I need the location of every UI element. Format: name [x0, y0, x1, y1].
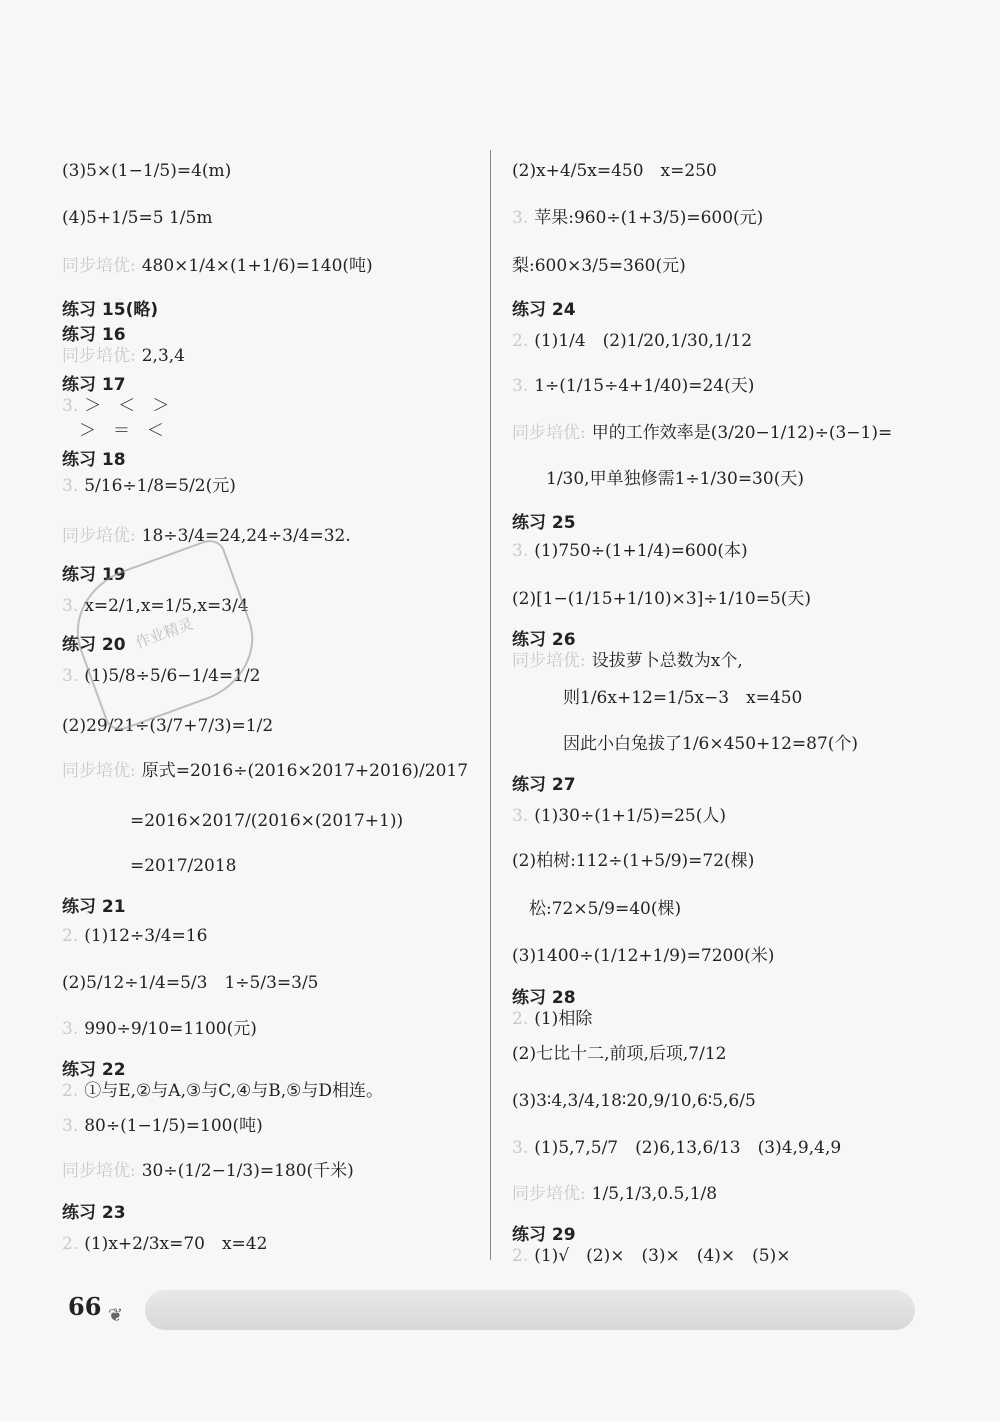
answer-text: (1)12÷3/4=16	[84, 926, 208, 946]
answer-text: 梨:600×3/5=360(元)	[512, 256, 686, 276]
answer-text: 练习 19	[62, 565, 126, 585]
answer-text: 1÷(1/15÷4+1/40)=24(天)	[534, 376, 755, 396]
answer-line	[512, 255, 686, 277]
exercise-heading	[512, 983, 576, 1008]
answer-text: (1)30÷(1+1/5)=25(人)	[534, 806, 727, 826]
answer-line	[62, 1080, 383, 1102]
answer-text: 练习 22	[62, 1060, 126, 1080]
item-prefix: 3.	[512, 541, 529, 561]
item-prefix: 3.	[62, 596, 79, 616]
answer-text: 480×1/4×(1+1/6)=140(吨)	[141, 256, 373, 276]
item-prefix: 同步培优:	[512, 423, 586, 443]
answer-text: 练习 20	[62, 635, 126, 655]
answer-line	[62, 760, 468, 782]
page-number: 66	[68, 1292, 102, 1321]
answer-line	[512, 1008, 592, 1030]
item-prefix: 同步培优:	[62, 526, 136, 546]
answer-line	[512, 1137, 841, 1159]
answer-text: 练习 28	[512, 988, 576, 1008]
answer-text: 甲的工作效率是(3/20−1/12)÷(3−1)=	[591, 423, 893, 443]
item-prefix: 2.	[512, 331, 529, 351]
answer-text: 练习 24	[512, 300, 576, 320]
answer-text: x=2/1,x=1/5,x=3/4	[84, 596, 249, 616]
answer-line	[512, 945, 774, 967]
answer-text: (1)5,7,5/7 (2)6,13,6/13 (3)4,9,4,9	[534, 1138, 842, 1158]
item-prefix: 同步培优:	[62, 346, 136, 366]
answer-line	[512, 850, 754, 872]
answer-line	[62, 160, 231, 182]
answer-text: (1)1/4 (2)1/20,1/30,1/12	[534, 331, 753, 351]
answer-text: (4)5+1/5=5 1/5m	[62, 208, 213, 228]
item-prefix: 同步培优:	[512, 1184, 586, 1204]
item-prefix: 3.	[62, 1116, 79, 1136]
answer-line	[512, 588, 811, 610]
answer-text: ＞ ＜ ＞	[84, 396, 170, 416]
answer-text: 松:72×5/9=40(棵)	[512, 899, 682, 919]
item-prefix: 3.	[62, 396, 79, 416]
answer-text: 1/5,1/3,0.5,1/8	[591, 1184, 718, 1204]
answer-text: (1)750÷(1+1/4)=600(本)	[534, 541, 748, 561]
answer-line	[512, 650, 743, 672]
answer-line	[62, 255, 373, 277]
item-prefix: 同步培优:	[62, 256, 136, 276]
answer-text: =2016×2017/(2016×(2017+1))	[62, 811, 404, 831]
answer-text: 练习 27	[512, 775, 576, 795]
item-prefix: 2.	[512, 1009, 529, 1029]
item-prefix: 3.	[512, 806, 529, 826]
answer-line	[512, 1245, 790, 1267]
answer-line	[62, 1115, 263, 1137]
answer-text: 5/16÷1/8=5/2(元)	[84, 476, 236, 496]
item-prefix: 3.	[512, 1138, 529, 1158]
answer-text: 30÷(1/2−1/3)=180(千米)	[141, 1161, 354, 1181]
answer-line	[512, 540, 748, 562]
answer-text: 练习 21	[62, 897, 126, 917]
item-prefix: 2.	[62, 1081, 79, 1101]
answer-text: 80÷(1−1/5)=100(吨)	[84, 1116, 263, 1136]
item-prefix: 3.	[62, 1019, 79, 1039]
answer-text: (1)x+2/3x=70 x=42	[84, 1234, 268, 1254]
answer-text: (2)[1−(1/15+1/10)×3]÷1/10=5(天)	[512, 589, 812, 609]
exercise-heading	[62, 1055, 126, 1080]
answer-line	[62, 345, 185, 367]
answer-text: 苹果:960÷(1+3/5)=600(元)	[534, 208, 764, 228]
answer-text: 练习 17	[62, 375, 126, 395]
answer-line	[62, 420, 164, 442]
exercise-heading	[512, 1220, 576, 1245]
answer-line	[62, 1018, 257, 1040]
answer-line	[512, 375, 754, 397]
item-prefix: 3.	[62, 666, 79, 686]
answer-text: 因此小白兔拔了1/6×450+12=87(个)	[512, 734, 859, 754]
exercise-heading	[62, 320, 126, 345]
answer-text: 练习 18	[62, 450, 126, 470]
answer-text: (3)1400÷(1/12+1/9)=7200(米)	[512, 946, 775, 966]
answer-text: 设拔萝卜总数为x个,	[591, 651, 743, 671]
answer-text: 18÷3/4=24,24÷3/4=32.	[141, 526, 351, 546]
answer-line	[512, 160, 717, 182]
exercise-heading	[512, 770, 576, 795]
exercise-heading	[62, 370, 126, 395]
answer-line	[512, 207, 763, 229]
exercise-heading	[512, 295, 576, 320]
leaf-icon: ❦	[108, 1305, 124, 1326]
answer-line	[512, 898, 681, 920]
answer-text: 练习 16	[62, 325, 126, 345]
answer-text: (2)七比十二,前项,后项,7/12	[512, 1044, 727, 1064]
answer-line	[62, 395, 169, 417]
item-prefix: 同步培优:	[62, 761, 136, 781]
answer-text: 原式=2016÷(2016×2017+2016)/2017	[141, 761, 469, 781]
answer-text: (3)5×(1−1/5)=4(m)	[62, 161, 232, 181]
answer-line	[512, 468, 804, 490]
answer-line	[62, 925, 207, 947]
answer-text: (2)柏树:112÷(1+5/9)=72(棵)	[512, 851, 755, 871]
answer-text: 990÷9/10=1100(元)	[84, 1019, 257, 1039]
answer-text: (2)29/21÷(3/7+7/3)=1/2	[62, 716, 274, 736]
item-prefix: 3.	[512, 376, 529, 396]
answer-line	[62, 1160, 354, 1182]
item-prefix: 3.	[62, 476, 79, 496]
answer-line	[62, 207, 212, 229]
answer-text: ＞ ＝ ＜	[62, 421, 164, 441]
answer-line	[512, 330, 752, 352]
answer-text: 2,3,4	[141, 346, 185, 366]
answer-text: (1)相除	[534, 1009, 593, 1029]
answer-line	[512, 422, 892, 444]
answer-line	[512, 805, 726, 827]
answer-text: (1)5/8÷5/6−1/4=1/2	[84, 666, 261, 686]
answer-line	[512, 1090, 756, 1112]
answer-line	[512, 1043, 726, 1065]
column-divider	[490, 150, 491, 1260]
answer-text: 练习 29	[512, 1225, 576, 1245]
footer-bar	[145, 1290, 915, 1330]
answer-line	[62, 475, 236, 497]
answer-line	[512, 1183, 717, 1205]
answer-line	[62, 1233, 267, 1255]
stamp-text: 作业精灵	[133, 614, 196, 652]
answer-line	[512, 733, 858, 755]
answer-line	[62, 715, 273, 737]
item-prefix: 同步培优:	[62, 1161, 136, 1181]
answer-line	[62, 972, 319, 994]
answer-text: 练习 26	[512, 630, 576, 650]
answer-text: ①与E,②与A,③与C,④与B,⑤与D相连。	[84, 1081, 384, 1101]
exercise-heading	[62, 445, 126, 470]
answer-text: (2)x+4/5x=450 x=250	[512, 161, 717, 181]
answer-text: 则1/6x+12=1/5x−3 x=450	[512, 688, 803, 708]
exercise-heading	[512, 508, 576, 533]
item-prefix: 同步培优:	[512, 651, 586, 671]
answer-line	[62, 810, 403, 832]
answer-text: =2017/2018	[62, 856, 237, 876]
answer-text: (3)3∶4,3/4,18∶20,9/10,6∶5,6/5	[512, 1091, 756, 1111]
answer-line	[62, 855, 237, 877]
exercise-heading	[62, 1198, 126, 1223]
item-prefix: 2.	[62, 926, 79, 946]
item-prefix: 2.	[62, 1234, 79, 1254]
exercise-heading	[62, 295, 158, 320]
answer-text: 练习 23	[62, 1203, 126, 1223]
answer-line	[512, 687, 802, 709]
exercise-heading	[512, 625, 576, 650]
exercise-heading	[62, 892, 126, 917]
item-prefix: 2.	[512, 1246, 529, 1266]
answer-text: 1/30,甲单独修需1÷1/30=30(天)	[512, 469, 804, 489]
answer-text: (1)√ (2)× (3)× (4)× (5)×	[534, 1246, 791, 1266]
answer-text: 练习 25	[512, 513, 576, 533]
item-prefix: 3.	[512, 208, 529, 228]
answer-text: (2)5/12÷1/4=5/3 1÷5/3=3/5	[62, 973, 319, 993]
answer-text: 练习 15(略)	[62, 300, 159, 320]
